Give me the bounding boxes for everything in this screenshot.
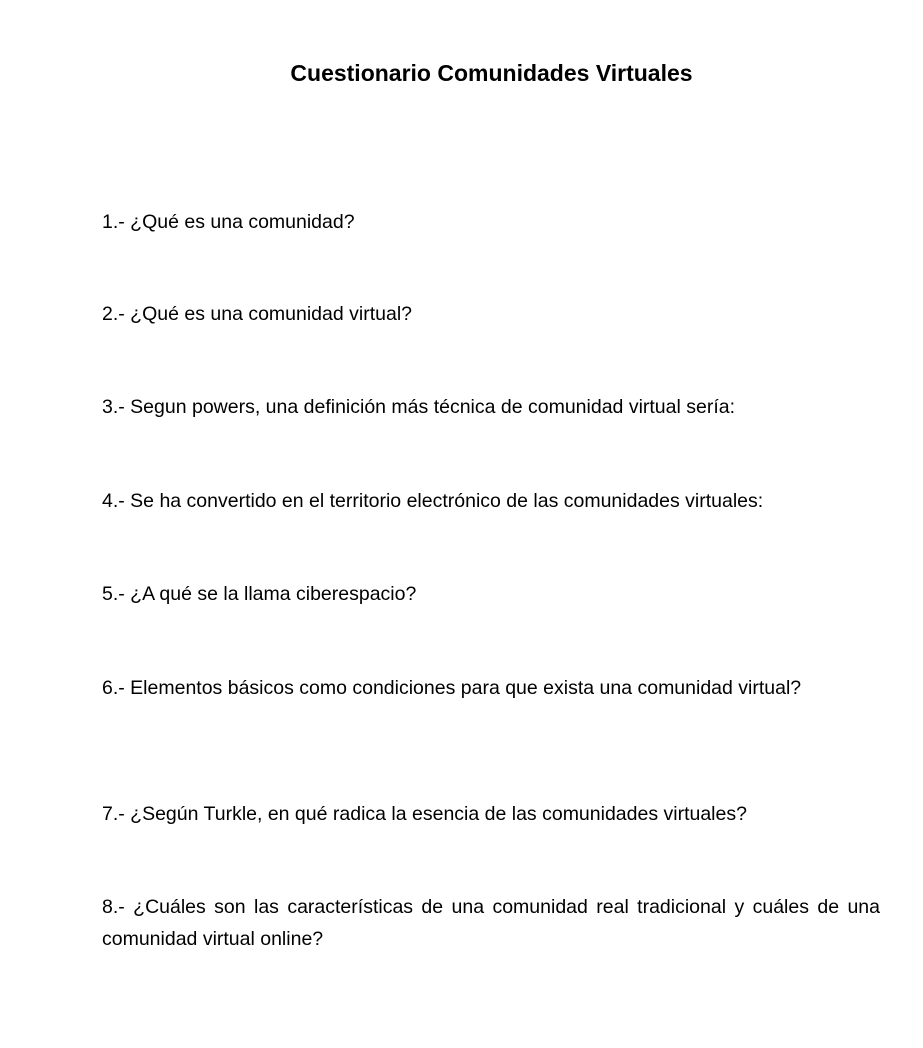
question-8: 8.- ¿Cuáles son las características de una comunidad real tradicional y cuáles de una comunidad virtual online? [102, 896, 880, 950]
question-5: 5.- ¿A qué se la llama ciberespacio? [102, 583, 417, 605]
question-7: 7.- ¿Según Turkle, en qué radica la esencia de las comunidades virtuales? [102, 803, 747, 825]
question-6: 6.- Elementos básicos como condiciones para que exista una comunidad virtual? [102, 677, 802, 699]
question-2: 2.- ¿Qué es una comunidad virtual? [102, 303, 413, 325]
question-4: 4.- Se ha convertido en el territorio electrónico de las comunidades virtuales: [102, 490, 764, 512]
document-title: Cuestionario Comunidades Virtuales [290, 60, 693, 86]
question-3: 3.- Segun powers, una definición más técnica de comunidad virtual sería: [102, 396, 736, 418]
question-1: 1.- ¿Qué es una comunidad? [102, 211, 355, 233]
